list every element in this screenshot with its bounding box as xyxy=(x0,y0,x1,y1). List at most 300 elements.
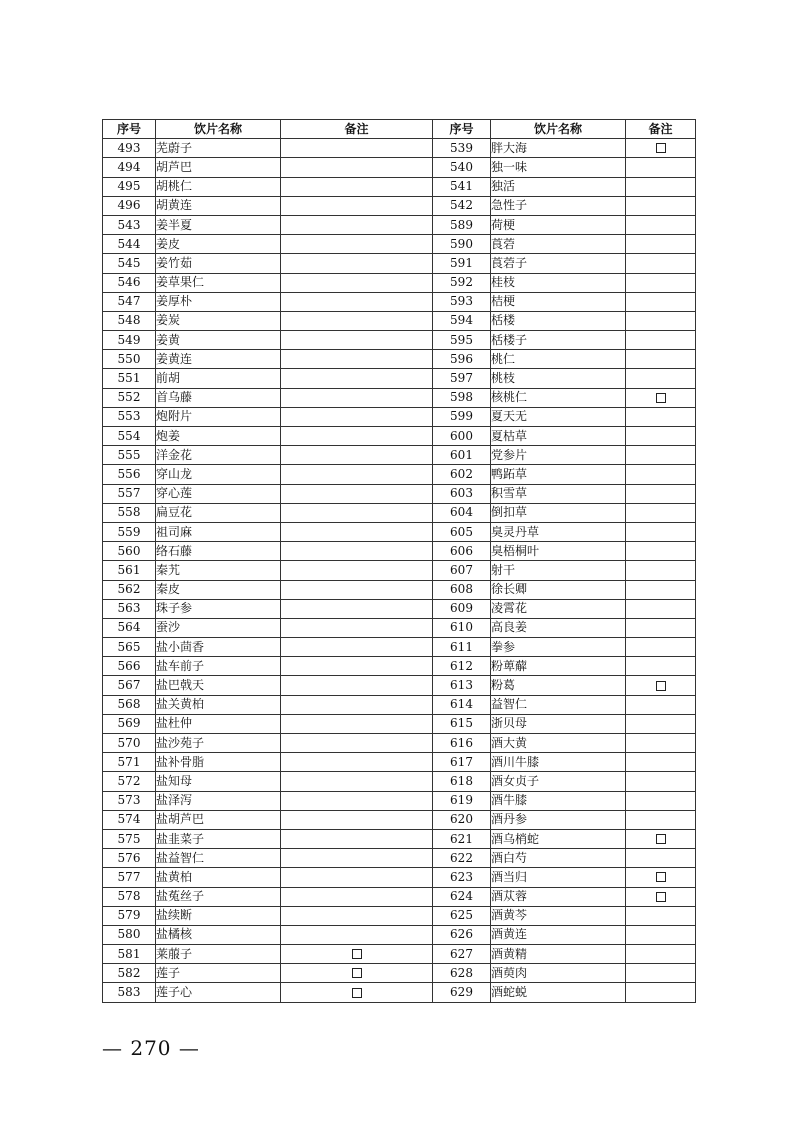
right-piece-name: 栝楼子 xyxy=(491,331,626,350)
right-serial-number: 613 xyxy=(433,676,491,695)
left-remarks xyxy=(281,810,433,829)
table-row xyxy=(103,446,696,465)
left-serial-number: 545 xyxy=(103,254,156,273)
right-serial-number: 614 xyxy=(433,695,491,714)
right-remarks xyxy=(626,829,696,848)
table-row xyxy=(103,139,696,158)
table-row xyxy=(103,254,696,273)
left-piece-name: 胡黄连 xyxy=(156,196,281,215)
right-piece-name: 桔梗 xyxy=(491,292,626,311)
checkbox-square-icon xyxy=(656,834,666,844)
left-remarks xyxy=(281,734,433,753)
right-piece-name: 鸭跖草 xyxy=(491,465,626,484)
right-piece-name: 酒黄精 xyxy=(491,945,626,964)
left-serial-number: 577 xyxy=(103,868,156,887)
right-serial-number: 592 xyxy=(433,273,491,292)
right-piece-name: 桃仁 xyxy=(491,350,626,369)
right-serial-number: 605 xyxy=(433,522,491,541)
left-remarks xyxy=(281,427,433,446)
table-row xyxy=(103,331,696,350)
right-serial-number: 591 xyxy=(433,254,491,273)
right-serial-number: 540 xyxy=(433,158,491,177)
left-piece-name: 盐韭菜子 xyxy=(156,829,281,848)
right-serial-number: 594 xyxy=(433,311,491,330)
header-remarks-right: 备注 xyxy=(626,120,696,139)
table-row xyxy=(103,215,696,234)
left-remarks xyxy=(281,599,433,618)
right-serial-number: 620 xyxy=(433,810,491,829)
left-serial-number: 558 xyxy=(103,503,156,522)
table-header-row xyxy=(103,120,696,139)
right-remarks xyxy=(626,311,696,330)
right-remarks xyxy=(626,868,696,887)
right-remarks xyxy=(626,331,696,350)
right-piece-name: 独一味 xyxy=(491,158,626,177)
right-piece-name: 酒女贞子 xyxy=(491,772,626,791)
right-serial-number: 597 xyxy=(433,369,491,388)
left-piece-name: 盐巴戟天 xyxy=(156,676,281,695)
right-remarks xyxy=(626,446,696,465)
right-piece-name: 积雪草 xyxy=(491,484,626,503)
left-remarks xyxy=(281,887,433,906)
table-row xyxy=(103,887,696,906)
checkbox-square-icon xyxy=(656,393,666,403)
left-piece-name: 莲子心 xyxy=(156,983,281,1002)
herbal-pieces-table xyxy=(102,119,696,1003)
table-row xyxy=(103,772,696,791)
left-piece-name: 秦艽 xyxy=(156,561,281,580)
right-serial-number: 609 xyxy=(433,599,491,618)
right-serial-number: 599 xyxy=(433,407,491,426)
right-piece-name: 高良姜 xyxy=(491,618,626,637)
left-remarks xyxy=(281,561,433,580)
table-row xyxy=(103,388,696,407)
right-remarks xyxy=(626,714,696,733)
left-remarks xyxy=(281,868,433,887)
table-row xyxy=(103,196,696,215)
left-remarks xyxy=(281,177,433,196)
left-remarks xyxy=(281,695,433,714)
right-remarks xyxy=(626,753,696,772)
left-remarks xyxy=(281,235,433,254)
left-serial-number: 495 xyxy=(103,177,156,196)
left-serial-number: 547 xyxy=(103,292,156,311)
checkbox-square-icon xyxy=(656,872,666,882)
left-remarks xyxy=(281,273,433,292)
table-row xyxy=(103,676,696,695)
left-piece-name: 莱菔子 xyxy=(156,945,281,964)
left-piece-name: 盐橘核 xyxy=(156,925,281,944)
right-piece-name: 射干 xyxy=(491,561,626,580)
right-piece-name: 夏枯草 xyxy=(491,427,626,446)
table-row xyxy=(103,542,696,561)
left-remarks xyxy=(281,791,433,810)
left-remarks xyxy=(281,446,433,465)
right-piece-name: 酒牛膝 xyxy=(491,791,626,810)
table-row xyxy=(103,407,696,426)
right-serial-number: 590 xyxy=(433,235,491,254)
left-serial-number: 552 xyxy=(103,388,156,407)
left-remarks xyxy=(281,311,433,330)
right-remarks xyxy=(626,235,696,254)
left-serial-number: 576 xyxy=(103,849,156,868)
left-piece-name: 芜蔚子 xyxy=(156,139,281,158)
right-serial-number: 603 xyxy=(433,484,491,503)
right-remarks xyxy=(626,196,696,215)
left-remarks xyxy=(281,580,433,599)
header-serial-number-left: 序号 xyxy=(103,120,156,139)
right-serial-number: 539 xyxy=(433,139,491,158)
right-remarks xyxy=(626,983,696,1002)
left-remarks xyxy=(281,964,433,983)
right-piece-name: 独活 xyxy=(491,177,626,196)
right-serial-number: 601 xyxy=(433,446,491,465)
left-serial-number: 563 xyxy=(103,599,156,618)
right-serial-number: 610 xyxy=(433,618,491,637)
left-piece-name: 盐关黄柏 xyxy=(156,695,281,714)
left-serial-number: 546 xyxy=(103,273,156,292)
left-serial-number: 560 xyxy=(103,542,156,561)
right-piece-name: 酒白芍 xyxy=(491,849,626,868)
left-remarks xyxy=(281,196,433,215)
right-remarks xyxy=(626,139,696,158)
right-serial-number: 593 xyxy=(433,292,491,311)
right-piece-name: 酒当归 xyxy=(491,868,626,887)
right-remarks xyxy=(626,522,696,541)
right-piece-name: 倒扣草 xyxy=(491,503,626,522)
left-piece-name: 炮附片 xyxy=(156,407,281,426)
left-piece-name: 盐沙苑子 xyxy=(156,734,281,753)
left-piece-name: 盐知母 xyxy=(156,772,281,791)
left-piece-name: 穿心莲 xyxy=(156,484,281,503)
left-serial-number: 565 xyxy=(103,638,156,657)
right-serial-number: 602 xyxy=(433,465,491,484)
table-row xyxy=(103,561,696,580)
left-piece-name: 盐续断 xyxy=(156,906,281,925)
right-serial-number: 617 xyxy=(433,753,491,772)
left-remarks xyxy=(281,714,433,733)
left-serial-number: 559 xyxy=(103,522,156,541)
table-row xyxy=(103,235,696,254)
checkbox-square-icon xyxy=(656,892,666,902)
right-piece-name: 栝楼 xyxy=(491,311,626,330)
right-remarks xyxy=(626,810,696,829)
left-piece-name: 姜厚朴 xyxy=(156,292,281,311)
table-row xyxy=(103,734,696,753)
left-piece-name: 首乌藤 xyxy=(156,388,281,407)
left-serial-number: 548 xyxy=(103,311,156,330)
left-remarks xyxy=(281,945,433,964)
left-serial-number: 549 xyxy=(103,331,156,350)
right-remarks xyxy=(626,292,696,311)
right-remarks xyxy=(626,580,696,599)
left-remarks xyxy=(281,983,433,1002)
right-serial-number: 612 xyxy=(433,657,491,676)
right-piece-name: 徐长卿 xyxy=(491,580,626,599)
right-serial-number: 621 xyxy=(433,829,491,848)
right-piece-name: 拳参 xyxy=(491,638,626,657)
left-serial-number: 583 xyxy=(103,983,156,1002)
right-remarks xyxy=(626,618,696,637)
left-serial-number: 582 xyxy=(103,964,156,983)
right-serial-number: 595 xyxy=(433,331,491,350)
left-remarks xyxy=(281,522,433,541)
right-piece-name: 凌霄花 xyxy=(491,599,626,618)
left-serial-number: 550 xyxy=(103,350,156,369)
right-serial-number: 596 xyxy=(433,350,491,369)
left-serial-number: 567 xyxy=(103,676,156,695)
left-remarks xyxy=(281,753,433,772)
checkbox-square-icon xyxy=(352,949,362,959)
right-serial-number: 541 xyxy=(433,177,491,196)
left-serial-number: 568 xyxy=(103,695,156,714)
left-remarks xyxy=(281,331,433,350)
left-piece-name: 络石藤 xyxy=(156,542,281,561)
left-piece-name: 盐车前子 xyxy=(156,657,281,676)
right-serial-number: 542 xyxy=(433,196,491,215)
right-remarks xyxy=(626,177,696,196)
right-serial-number: 600 xyxy=(433,427,491,446)
right-remarks xyxy=(626,925,696,944)
left-piece-name: 姜黄 xyxy=(156,331,281,350)
right-remarks xyxy=(626,388,696,407)
left-remarks xyxy=(281,407,433,426)
table-row xyxy=(103,657,696,676)
left-serial-number: 564 xyxy=(103,618,156,637)
right-piece-name: 臭灵丹草 xyxy=(491,522,626,541)
table-row xyxy=(103,522,696,541)
right-piece-name: 酒丹参 xyxy=(491,810,626,829)
left-piece-name: 姜半夏 xyxy=(156,215,281,234)
left-serial-number: 572 xyxy=(103,772,156,791)
left-remarks xyxy=(281,657,433,676)
right-piece-name: 酒黄芩 xyxy=(491,906,626,925)
left-serial-number: 556 xyxy=(103,465,156,484)
table-row xyxy=(103,906,696,925)
left-serial-number: 580 xyxy=(103,925,156,944)
table-row xyxy=(103,484,696,503)
left-piece-name: 姜黄连 xyxy=(156,350,281,369)
right-piece-name: 桃枝 xyxy=(491,369,626,388)
table-row xyxy=(103,580,696,599)
left-serial-number: 557 xyxy=(103,484,156,503)
left-remarks xyxy=(281,829,433,848)
left-piece-name: 盐杜仲 xyxy=(156,714,281,733)
left-piece-name: 盐小茴香 xyxy=(156,638,281,657)
right-serial-number: 618 xyxy=(433,772,491,791)
table-row xyxy=(103,714,696,733)
left-serial-number: 553 xyxy=(103,407,156,426)
right-serial-number: 619 xyxy=(433,791,491,810)
left-piece-name: 姜皮 xyxy=(156,235,281,254)
left-piece-name: 盐菟丝子 xyxy=(156,887,281,906)
table-row xyxy=(103,618,696,637)
left-serial-number: 543 xyxy=(103,215,156,234)
left-serial-number: 496 xyxy=(103,196,156,215)
right-serial-number: 616 xyxy=(433,734,491,753)
right-piece-name: 莨菪 xyxy=(491,235,626,254)
right-piece-name: 荷梗 xyxy=(491,215,626,234)
table-row xyxy=(103,849,696,868)
left-remarks xyxy=(281,388,433,407)
left-serial-number: 544 xyxy=(103,235,156,254)
header-piece-name-left: 饮片名称 xyxy=(156,120,281,139)
checkbox-square-icon xyxy=(352,968,362,978)
table-row xyxy=(103,369,696,388)
right-remarks xyxy=(626,465,696,484)
right-remarks xyxy=(626,734,696,753)
left-piece-name: 穿山龙 xyxy=(156,465,281,484)
checkbox-square-icon xyxy=(656,143,666,153)
left-remarks xyxy=(281,618,433,637)
right-remarks xyxy=(626,772,696,791)
left-piece-name: 祖司麻 xyxy=(156,522,281,541)
header-piece-name-right: 饮片名称 xyxy=(491,120,626,139)
right-serial-number: 629 xyxy=(433,983,491,1002)
left-remarks xyxy=(281,484,433,503)
left-serial-number: 571 xyxy=(103,753,156,772)
table-row xyxy=(103,829,696,848)
right-serial-number: 604 xyxy=(433,503,491,522)
right-serial-number: 622 xyxy=(433,849,491,868)
right-piece-name: 酒苁蓉 xyxy=(491,887,626,906)
right-serial-number: 625 xyxy=(433,906,491,925)
table-row xyxy=(103,945,696,964)
left-remarks xyxy=(281,503,433,522)
right-remarks xyxy=(626,945,696,964)
left-piece-name: 蚕沙 xyxy=(156,618,281,637)
right-piece-name: 粉萆薢 xyxy=(491,657,626,676)
right-remarks xyxy=(626,503,696,522)
left-piece-name: 胡桃仁 xyxy=(156,177,281,196)
left-remarks xyxy=(281,254,433,273)
table-row xyxy=(103,177,696,196)
right-serial-number: 628 xyxy=(433,964,491,983)
left-serial-number: 578 xyxy=(103,887,156,906)
left-remarks xyxy=(281,925,433,944)
right-remarks xyxy=(626,849,696,868)
left-serial-number: 493 xyxy=(103,139,156,158)
right-serial-number: 627 xyxy=(433,945,491,964)
right-piece-name: 党参片 xyxy=(491,446,626,465)
right-serial-number: 608 xyxy=(433,580,491,599)
table-row xyxy=(103,791,696,810)
right-piece-name: 桂枝 xyxy=(491,273,626,292)
left-remarks xyxy=(281,676,433,695)
page-number: — 270 — xyxy=(102,1036,200,1060)
left-piece-name: 洋金花 xyxy=(156,446,281,465)
left-serial-number: 573 xyxy=(103,791,156,810)
left-remarks xyxy=(281,465,433,484)
table-row xyxy=(103,695,696,714)
right-piece-name: 酒蛇蜕 xyxy=(491,983,626,1002)
left-remarks xyxy=(281,638,433,657)
right-remarks xyxy=(626,158,696,177)
right-remarks xyxy=(626,273,696,292)
left-remarks xyxy=(281,849,433,868)
right-piece-name: 莨菪子 xyxy=(491,254,626,273)
right-piece-name: 酒大黄 xyxy=(491,734,626,753)
right-serial-number: 626 xyxy=(433,925,491,944)
left-serial-number: 562 xyxy=(103,580,156,599)
right-piece-name: 酒萸肉 xyxy=(491,964,626,983)
table-row xyxy=(103,311,696,330)
right-piece-name: 益智仁 xyxy=(491,695,626,714)
left-piece-name: 胡芦巴 xyxy=(156,158,281,177)
table-row xyxy=(103,427,696,446)
right-remarks xyxy=(626,254,696,273)
left-piece-name: 秦皮 xyxy=(156,580,281,599)
right-remarks xyxy=(626,427,696,446)
header-serial-number-right: 序号 xyxy=(433,120,491,139)
left-piece-name: 前胡 xyxy=(156,369,281,388)
left-remarks xyxy=(281,350,433,369)
left-piece-name: 盐益智仁 xyxy=(156,849,281,868)
left-piece-name: 扁豆花 xyxy=(156,503,281,522)
right-piece-name: 胖大海 xyxy=(491,139,626,158)
left-serial-number: 570 xyxy=(103,734,156,753)
left-serial-number: 561 xyxy=(103,561,156,580)
left-serial-number: 555 xyxy=(103,446,156,465)
table-row xyxy=(103,638,696,657)
right-serial-number: 611 xyxy=(433,638,491,657)
left-remarks xyxy=(281,542,433,561)
left-serial-number: 581 xyxy=(103,945,156,964)
left-piece-name: 盐黄柏 xyxy=(156,868,281,887)
left-remarks xyxy=(281,292,433,311)
table-row xyxy=(103,599,696,618)
left-piece-name: 姜竹茹 xyxy=(156,254,281,273)
right-remarks xyxy=(626,484,696,503)
right-serial-number: 606 xyxy=(433,542,491,561)
right-remarks xyxy=(626,599,696,618)
table-row xyxy=(103,868,696,887)
right-serial-number: 624 xyxy=(433,887,491,906)
right-piece-name: 急性子 xyxy=(491,196,626,215)
left-remarks xyxy=(281,906,433,925)
right-remarks xyxy=(626,369,696,388)
right-remarks xyxy=(626,561,696,580)
right-remarks xyxy=(626,407,696,426)
checkbox-square-icon xyxy=(656,681,666,691)
right-piece-name: 粉葛 xyxy=(491,676,626,695)
left-serial-number: 569 xyxy=(103,714,156,733)
left-serial-number: 574 xyxy=(103,810,156,829)
right-piece-name: 核桃仁 xyxy=(491,388,626,407)
left-piece-name: 珠子参 xyxy=(156,599,281,618)
right-remarks xyxy=(626,676,696,695)
right-remarks xyxy=(626,964,696,983)
right-remarks xyxy=(626,542,696,561)
table-row xyxy=(103,810,696,829)
left-remarks xyxy=(281,139,433,158)
left-serial-number: 551 xyxy=(103,369,156,388)
right-serial-number: 615 xyxy=(433,714,491,733)
table-row xyxy=(103,925,696,944)
right-serial-number: 607 xyxy=(433,561,491,580)
right-piece-name: 酒乌梢蛇 xyxy=(491,829,626,848)
left-piece-name: 盐胡芦巴 xyxy=(156,810,281,829)
left-piece-name: 姜草果仁 xyxy=(156,273,281,292)
left-remarks xyxy=(281,158,433,177)
right-remarks xyxy=(626,906,696,925)
left-piece-name: 盐泽泻 xyxy=(156,791,281,810)
right-remarks xyxy=(626,638,696,657)
table-row xyxy=(103,964,696,983)
left-piece-name: 盐补骨脂 xyxy=(156,753,281,772)
right-piece-name: 臭梧桐叶 xyxy=(491,542,626,561)
table-row xyxy=(103,292,696,311)
